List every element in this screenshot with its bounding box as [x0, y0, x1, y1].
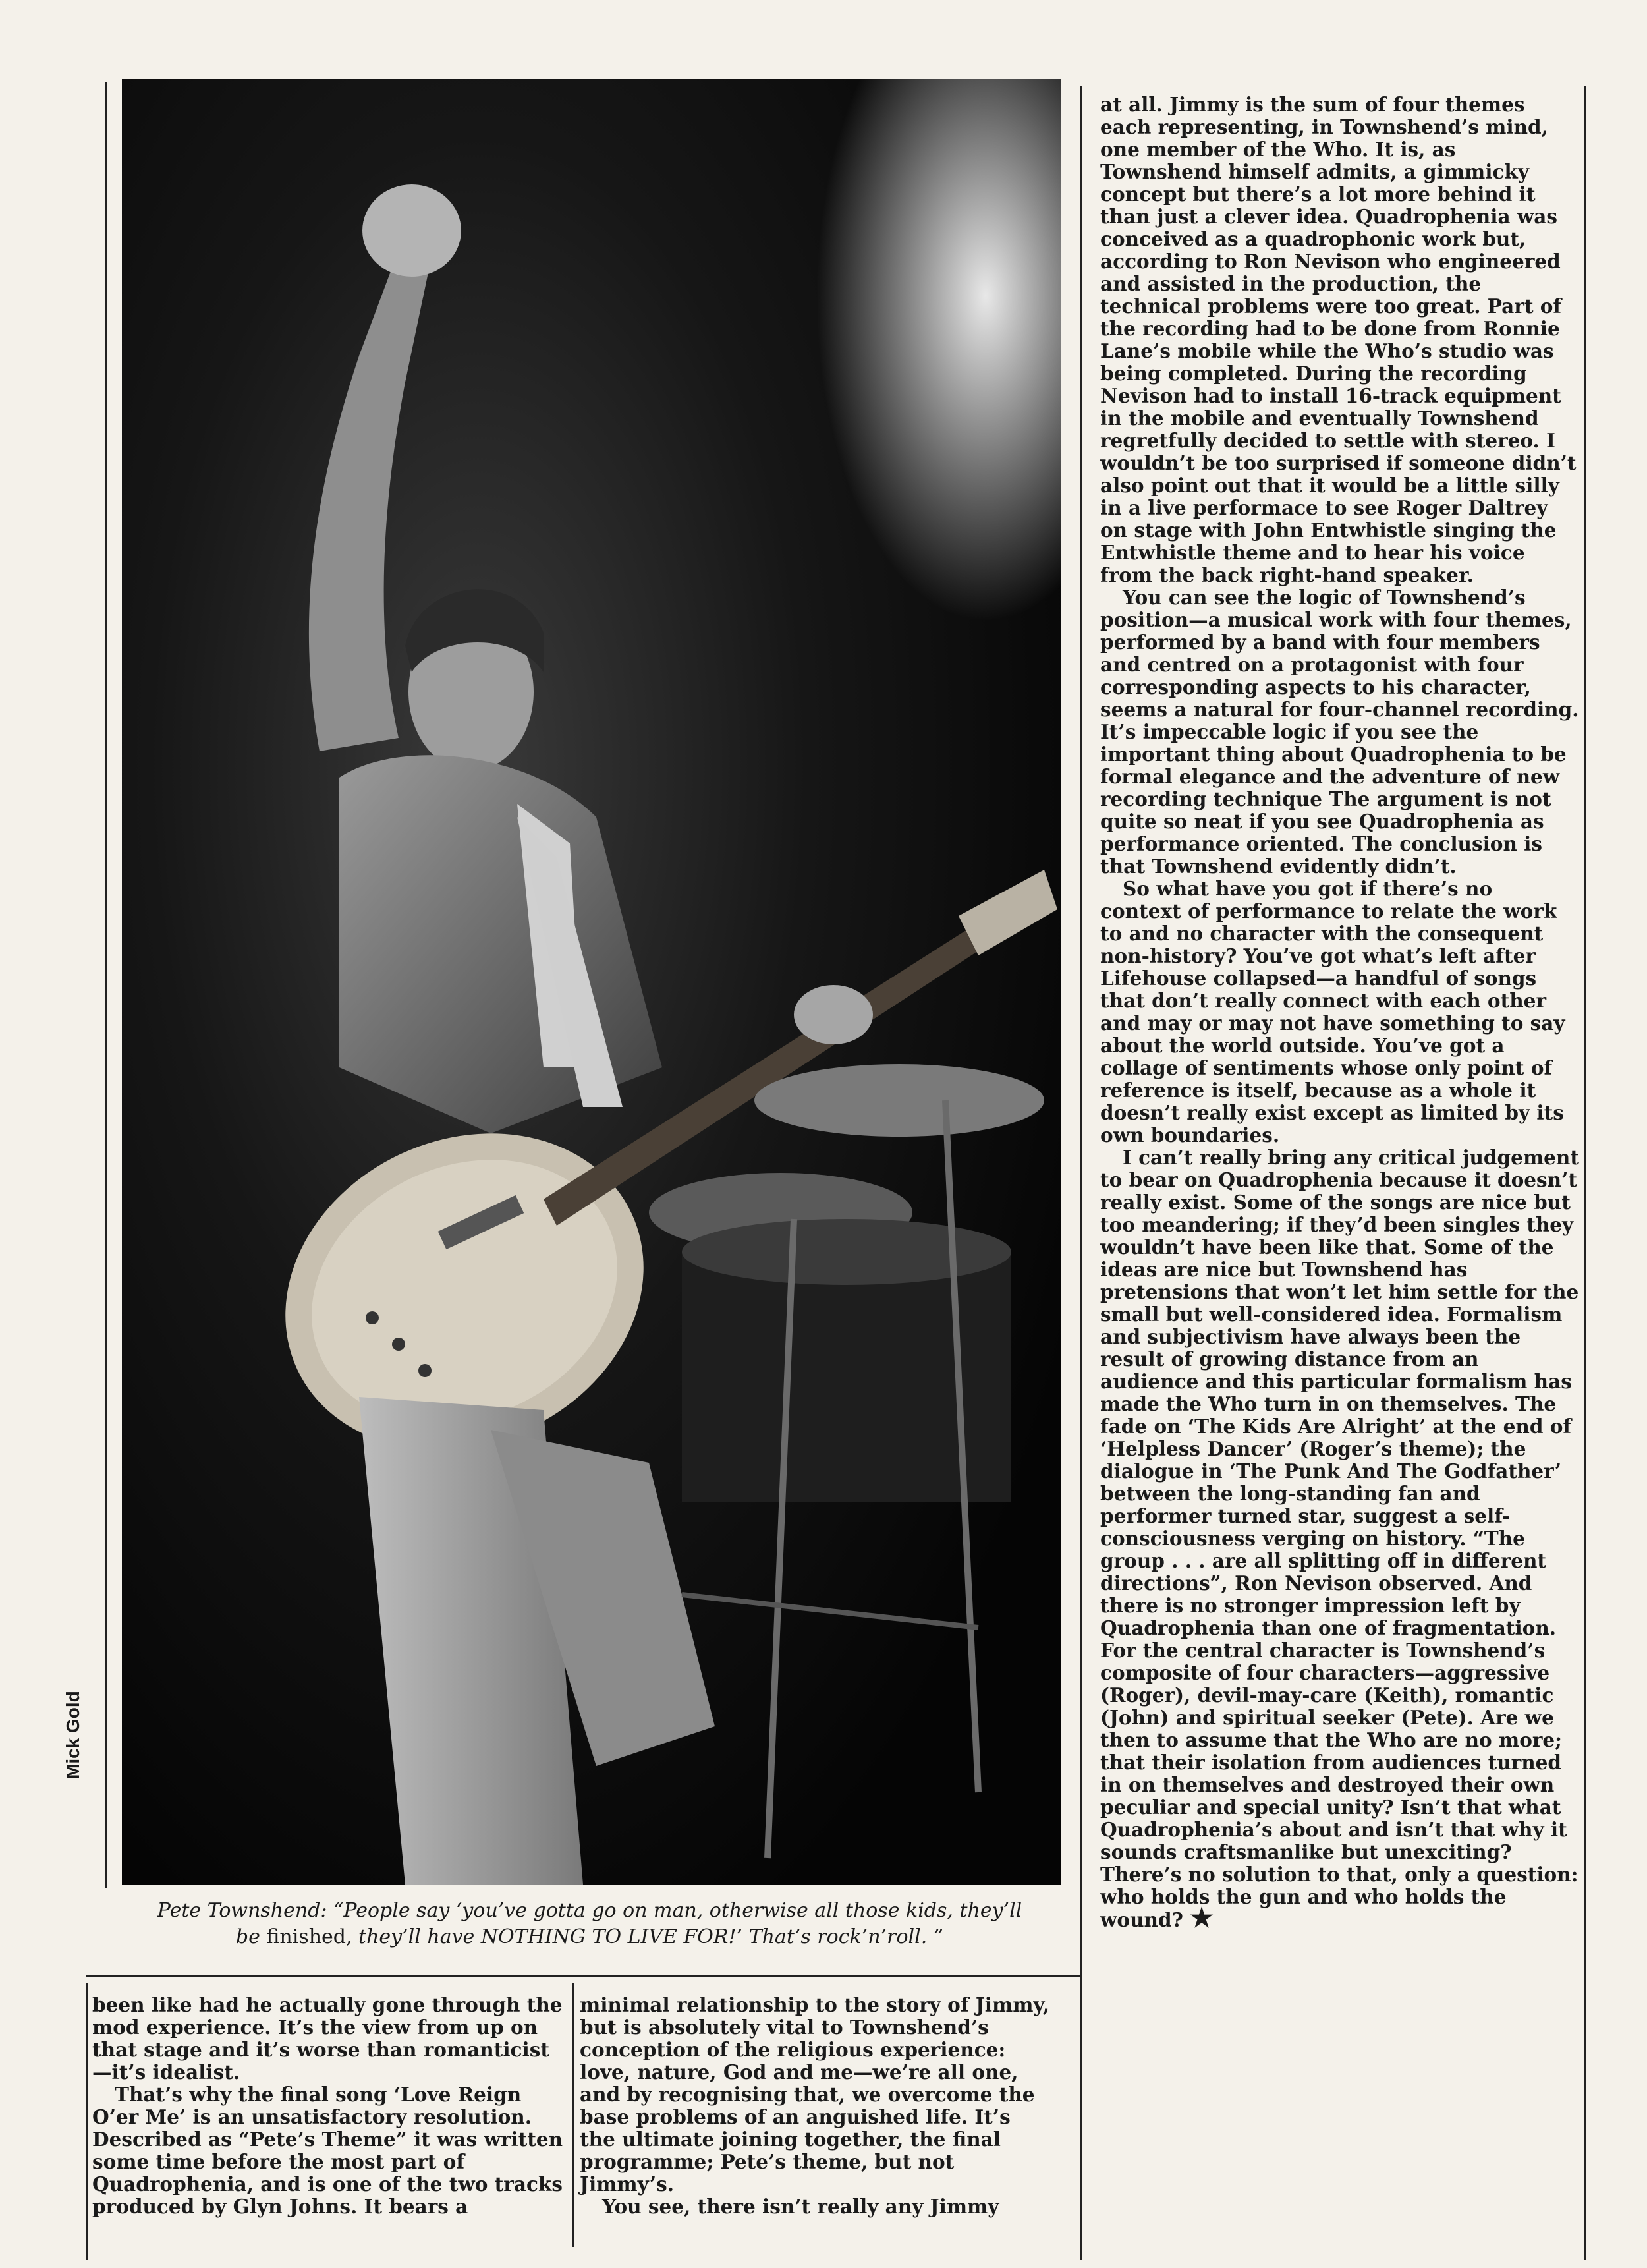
right-column-rule-left	[1080, 86, 1082, 2260]
bottom-middle-paragraph-2: You see, there isn’t really any Jimmy	[602, 2195, 999, 2218]
end-mark-star-icon: ★	[1190, 1902, 1214, 1933]
caption-part-2: finished,	[266, 1925, 352, 1948]
article-right-column	[1100, 94, 1580, 1931]
photo-credit: Mick Gold	[63, 1691, 83, 1779]
right-paragraph-1: at all. Jimmy is the sum of four themes each representing, in Townshend’s mind, one member of the Who. It is, as Townshend himself admits, a gimmicky concept but there’s a lot more behind it than just a clever idea. Quadrophenia was conceived as a quadrophonic work but, according to Ron Nevison who engineered and assisted in the production, the technical problems were too great. Part of the recording had to be done from Ronnie Lane’s mobile while the Who’s studio was being completed. During the recording Nevison had to install 16-track equipment in the mobile and eventually Townshend regretfully decided to settle with stereo. I wouldn’t be too surprised if someone didn’t also point out that it would be a little silly in a live performace to see Roger Daltrey on stage with John Entwhistle singing the Entwhistle theme and to hear his voice from the back right-hand speaker.	[1100, 93, 1577, 586]
bottom-left-paragraph-2: That’s why the final song ‘Love Reign O’er Me’ is an unsatisfactory resolution. Described as “Pete’s Theme” it was written some time before the most part of Quadrophenia, and is one of the two tracks produced by Glyn Johns. It bears a	[92, 2083, 563, 2218]
caption-part-3: they’ll have NOTHING TO LIVE FOR!’ That’s rock’n’roll. ”	[352, 1925, 944, 1948]
caption-part-1: Pete Townshend: “People say ‘you’ve gotta go on man, otherwise all those kids, they’ll be	[157, 1899, 1022, 1948]
photo-performer-guitar-icon	[122, 79, 1061, 1885]
bottom-left-paragraph-1: been like had he actually gone through the mod experience. It’s the view from up on that stage and it’s worse than romanticist—it’s idealist.	[92, 1993, 563, 2084]
right-column-rule-right	[1584, 86, 1586, 2260]
right-paragraph-4-text: I can’t really bring any critical judgement to bear on Quadrophenia because it doesn’t really exist. Some of the songs are nice but too meandering; if they’d been singles they wouldn’t have been like that. Some of the ideas are nice but Townshend has pretensions that won’t let him settle for the small but well-considered idea. Formalism and subjectivism have always been the result of growing distance from an audience and this particular formalism has made the Who turn in on themselves. The fade on ‘The Kids Are Alright’ at the end of ‘Helpless Dancer’ (Roger’s theme); the dialogue in ‘The Punk And The Godfather’ between the long-standing fan and performer turned star, suggest a self-consciousness verging on history. “The group . . . are all splitting off in different directions”, Ron Nevison observed. And there is no stronger impression left by Quadrophenia than one of fragmentation. For the central character is Townshend’s composite of four characters—aggressive (Roger), devil-may-care (Keith), romantic (John) and spiritual seeker (Pete). Are we then to assume that the Who are no more; that their isolation from audiences turned in on themselves and destroyed their own peculiar and special unity? Isn’t that what Quadrophenia’s about and isn’t that why it sounds craftsmanlike but unexciting? There’s no solution to that, only a question: who holds the gun and who holds the wound?	[1100, 1146, 1580, 1931]
article-bottom-middle-column	[580, 1994, 1051, 2218]
concert-photo	[122, 79, 1061, 1885]
bottom-column-rule-0	[86, 1983, 88, 2260]
bottom-column-rule-1	[572, 1983, 574, 2247]
right-paragraph-2: You can see the logic of Townshend’s position—a musical work with four themes, performed by a band with four members and centred on a protagonist with four corresponding aspects to his character, seems a natural for four-channel recording. It’s impeccable logic if you see the important thing about Quadrophenia to be formal elegance and the adventure of new recording technique The argument is not quite so neat if you see Quadrophenia as performance oriented. The conclusion is that Townshend evidently didn’t.	[1100, 586, 1579, 878]
article-bottom-left-column	[92, 1994, 567, 2218]
bottom-middle-paragraph-1: minimal relationship to the story of Jimmy, but is absolutely vital to Townshend’s conception of the religious experience: love, nature, God and me—we’re all one, and by recognising that, we overcome the base problems of an anguished life. It’s the ultimate joining together, the final programme; Pete’s theme, but not Jimmy’s.	[580, 1993, 1049, 2196]
left-column-rule	[105, 82, 107, 1888]
right-paragraph-3: So what have you got if there’s no context of performance to relate the work to and no character with the consequent non-history? You’ve got what’s left after Lifehouse collapsed—a handful of songs that don’t really connect with each other and may or may not have something to say about the world outside. You’ve got a collage of sentiments whose only point of reference is itself, because as a whole it doesn’t really exist except as limited by its own boundaries.	[1100, 877, 1565, 1147]
caption-separator-rule	[86, 1975, 1080, 1977]
photo-caption	[152, 1898, 1028, 1950]
right-paragraph-4	[1100, 1147, 1580, 1931]
